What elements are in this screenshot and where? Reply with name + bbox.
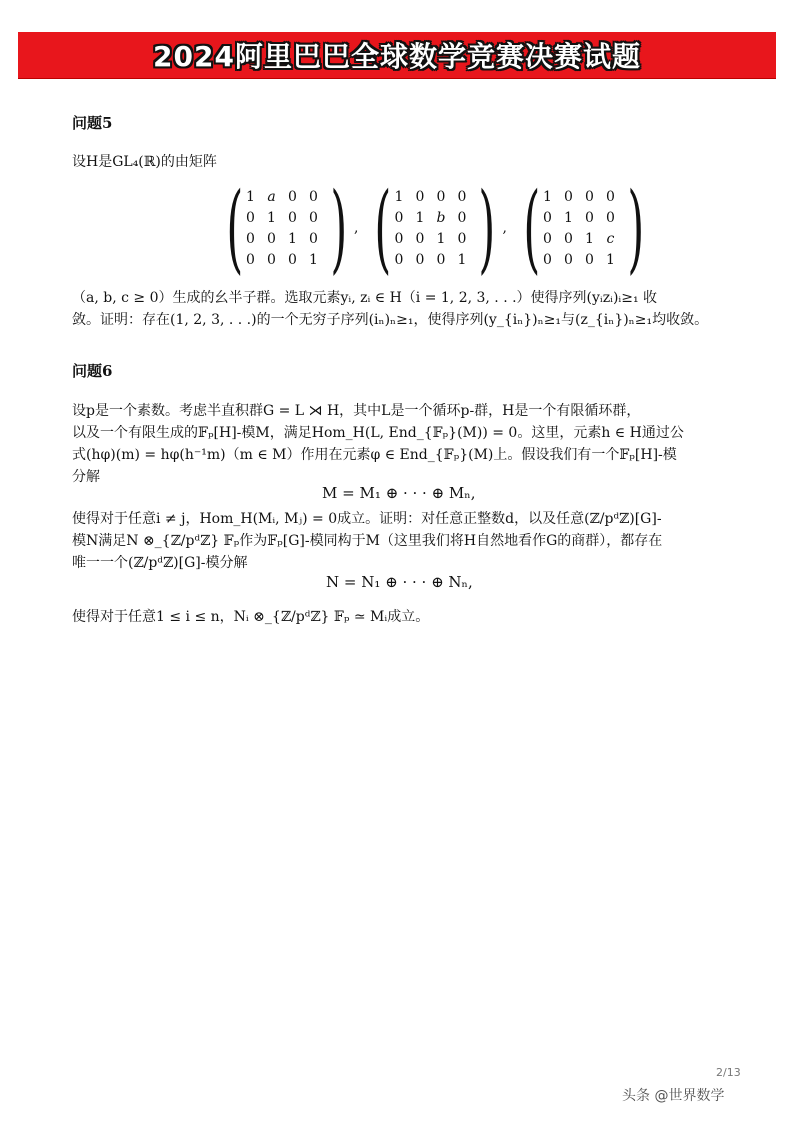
- problem5-intro: 设H是GL₄(ℝ)的由矩阵: [72, 154, 217, 170]
- matrix-cell: 0: [394, 209, 404, 226]
- matrix-b: ( 1 0 0 0 0 1 b 0 0 0 1 0 0 0 0 1 ): [374, 172, 496, 284]
- matrix-cell: 0: [457, 209, 467, 226]
- display-equation-n: N = N₁ ⊕ · · · ⊕ Nₙ,: [326, 573, 473, 591]
- matrix-cell: 1: [415, 209, 425, 226]
- matrix-cell: 0: [584, 251, 594, 268]
- matrix-cell: 0: [415, 251, 425, 268]
- matrix-cell: c: [606, 230, 615, 247]
- matrix-c: ( 1 0 0 0 0 1 0 0 0 0 1 c 0 0 0 1 ): [523, 172, 645, 284]
- matrix-cell: 0: [394, 251, 404, 268]
- matrix-cell: 1: [394, 188, 404, 205]
- matrix-cell: 0: [457, 188, 467, 205]
- matrix-cell: 0: [309, 188, 318, 205]
- problem5-statement-line2: 敛。证明：存在(1, 2, 3, . . .)的一个无穷子序列(iₙ)ₙ≥₁，使得序列(y_{iₙ})ₙ≥₁与(z_{iₙ})ₙ≥₁均收敛。: [72, 312, 709, 328]
- matrix-a: ( 1 a 0 0 0 1 0 0 0 0 1 0 0 0 0 1 ): [226, 172, 348, 284]
- matrix-cell: 0: [436, 188, 446, 205]
- display-equation-m: M = M₁ ⊕ · · · ⊕ Mₙ,: [322, 484, 476, 502]
- problem6-line3: 式(hφ)(m) = hφ(h⁻¹m)（m ∈ M）作用在元素φ ∈ End_{𝔽ₚ}(M)上。假设我们有一个𝔽ₚ[H]-模: [72, 447, 677, 463]
- problem6-line6: 模N满足N ⊗_{ℤ/pᵈℤ} 𝔽ₚ作为𝔽ₚ[G]-模同构于M（这里我们将H自然地看作G的商群），都存在: [72, 533, 663, 549]
- matrix-cell: 0: [309, 230, 318, 247]
- matrix-cell: 0: [436, 251, 446, 268]
- matrix-cell: 1: [457, 251, 467, 268]
- generator-matrices: ( 1 a 0 0 0 1 0 0 0 0 1 0 0 0 0 1 ) , ( 1 0 0 0 0 1 b 0 0 0 1 0 0 0 0 1 ) , ( 1 0 0 0 0 1 0 0 0 0 1 c 0 0 0 1 ): [222, 186, 639, 270]
- matrix-cell: 0: [542, 230, 552, 247]
- document-title: 2024阿里巴巴全球数学竞赛决赛试题: [153, 40, 641, 73]
- matrix-cell: 0: [415, 188, 425, 205]
- matrix-cell: 0: [288, 209, 297, 226]
- matrix-cell: 0: [584, 188, 594, 205]
- matrix-cell: 1: [436, 230, 446, 247]
- problem6-line1: 设p是一个素数。考虑半直积群G = L ⋊ H，其中L是一个循环p-群，H是一个有限循环群，: [72, 403, 641, 419]
- matrix-cell: 0: [605, 188, 615, 205]
- problem5-heading: 问题5: [72, 114, 113, 132]
- matrix-cell: 0: [563, 188, 573, 205]
- matrix-cell: 0: [267, 251, 276, 268]
- problem6-line8: 使得对于任意1 ≤ i ≤ n，Nᵢ ⊗_{ℤ/pᵈℤ} 𝔽ₚ ≃ Mᵢ成立。: [72, 609, 430, 625]
- matrix-cell: 0: [457, 230, 467, 247]
- matrix-cell: 0: [288, 251, 297, 268]
- matrix-cell: b: [436, 209, 446, 226]
- watermark: 头条 @世界数学: [622, 1088, 725, 1104]
- matrix-cell: 0: [246, 251, 255, 268]
- matrix-cell: 1: [288, 230, 297, 247]
- problem6-line5: 使得对于任意i ≠ j，Hom_H(Mᵢ, Mⱼ) = 0成立。证明：对任意正整数d，以及任意(ℤ/pᵈℤ)[G]-: [72, 511, 662, 527]
- matrix-cell: 0: [605, 209, 615, 226]
- matrix-cell: 0: [246, 230, 255, 247]
- matrix-cell: 0: [415, 230, 425, 247]
- matrix-cell: 0: [246, 209, 255, 226]
- matrix-cell: 0: [563, 230, 573, 247]
- matrix-cell: 0: [309, 209, 318, 226]
- matrix-cell: 0: [584, 209, 594, 226]
- title-banner: [18, 32, 776, 78]
- matrix-cell: 1: [584, 230, 594, 247]
- matrix-cell: 1: [246, 188, 255, 205]
- problem6-line7: 唯一一个(ℤ/pᵈℤ)[G]-模分解: [72, 555, 248, 571]
- matrix-cell: 0: [267, 230, 276, 247]
- problem6-line2: 以及一个有限生成的𝔽ₚ[H]-模M，满足Hom_H(L, End_{𝔽ₚ}(M)) = 0。这里，元素h ∈ H通过公: [72, 425, 684, 441]
- matrix-cell: 1: [563, 209, 573, 226]
- matrix-cell: a: [267, 188, 276, 205]
- matrix-cell: 1: [605, 251, 615, 268]
- page-number: 2/13: [716, 1066, 741, 1079]
- matrix-cell: 0: [288, 188, 297, 205]
- matrix-cell: 0: [394, 230, 404, 247]
- matrix-cell: 1: [267, 209, 276, 226]
- matrix-cell: 1: [542, 188, 552, 205]
- problem6-heading: 问题6: [72, 362, 113, 380]
- matrix-cell: 1: [309, 251, 318, 268]
- matrix-cell: 0: [542, 209, 552, 226]
- matrix-cell: 0: [563, 251, 573, 268]
- matrix-cell: 0: [542, 251, 552, 268]
- problem6-line4: 分解: [72, 469, 100, 485]
- problem5-statement-line1: （a, b, c ≥ 0）生成的幺半子群。选取元素yᵢ, zᵢ ∈ H（i = 1, 2, 3, . . .）使得序列(yᵢzᵢ)ᵢ≥₁ 收: [72, 290, 658, 306]
